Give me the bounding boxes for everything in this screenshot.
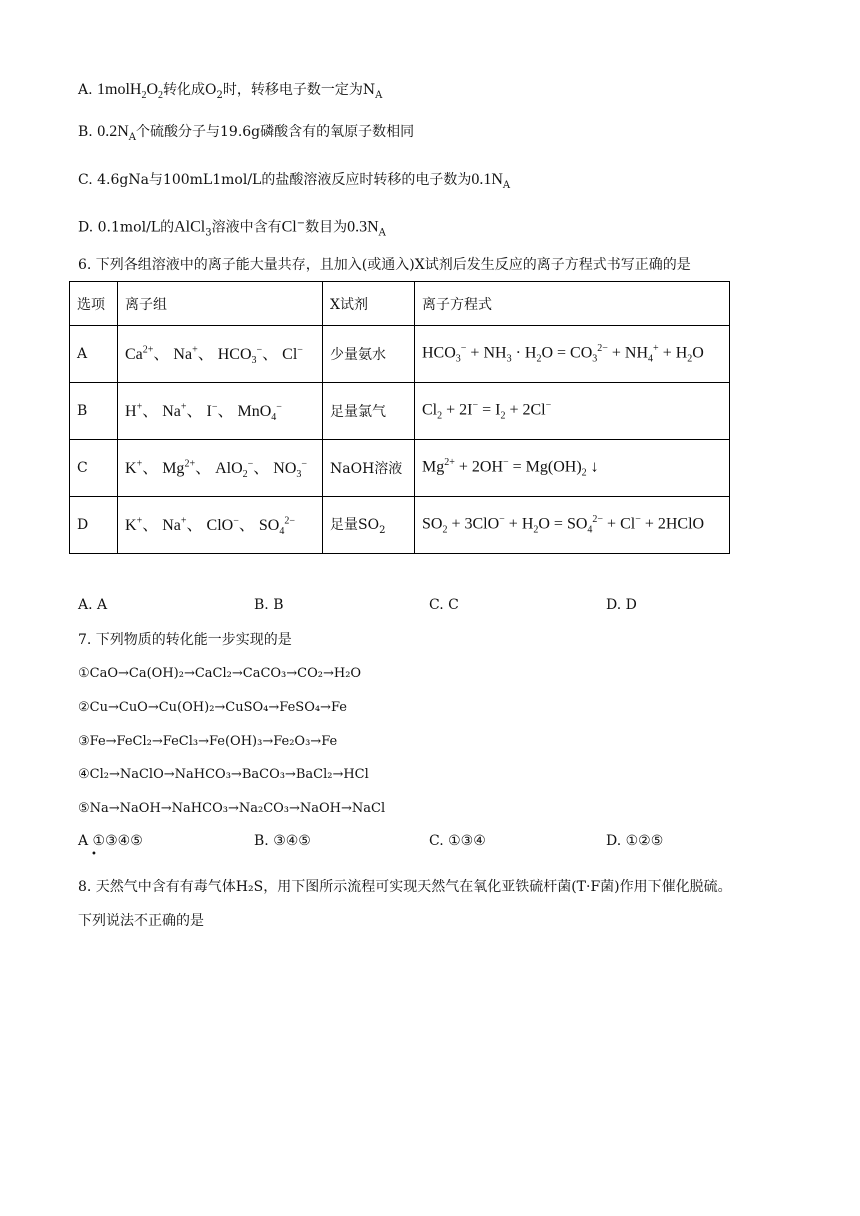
table-row <box>70 497 730 554</box>
text: D. 0.1mol/L的 <box>78 219 175 236</box>
header-cell: X试剂 <box>323 282 415 326</box>
option-cell: C <box>70 440 118 497</box>
equation-cell: $Cl_2 + 2I^- = I_2 + 2Cl^-$ <box>415 383 730 440</box>
ion-group-cell: H+、 Na+、 I−、 MnO$_4$− <box>118 383 323 440</box>
formula: $1molH_2O_2$ <box>97 81 164 102</box>
text: 时，转移电子数一定为N <box>222 82 376 98</box>
choice-d: D. D <box>606 597 637 613</box>
formula: Cl <box>281 218 297 236</box>
text: C. 4.6gNa与100mL1mol/L的盐酸溶液反应时转移的电子数为 <box>78 172 472 188</box>
q7-item: ③Fe→FeCl₂→FeCl₃→Fe(OH)₃→Fe₂O₃→Fe <box>78 734 338 749</box>
table-row <box>70 440 730 497</box>
ion-group-cell: K+、 Na+、 ClO−、 $SO_4^{2-}$ <box>118 497 323 554</box>
q5-option-a: A. $1molH_2O_2$转化成$O_2$时，转移电子数一定为$N_A$ <box>78 81 383 102</box>
table-row <box>70 383 730 440</box>
formula: 0.3N <box>347 218 379 236</box>
q7-item: ④Cl₂→NaClO→NaHCO₃→BaCO₃→BaCl₂→HCl <box>78 767 369 782</box>
choice-a: A ①③④⑤ <box>78 833 143 849</box>
q7-stem: 7. 下列物质的转化能一步实现的是 <box>78 632 292 648</box>
q6-table <box>69 281 730 554</box>
q7-item: ②Cu→CuO→Cu(OH)₂→CuSO₄→FeSO₄→Fe <box>78 700 347 715</box>
reagent-cell: 足量氯气 <box>323 383 415 440</box>
q7-item: ①CaO→Ca(OH)₂→CaCl₂→CaCO₃→CO₂→H₂O <box>78 666 362 681</box>
ion-group-cell: K+、 $Mg^{2+}$、 AlO$_2$−、 $NO_3^-$ <box>118 440 323 497</box>
equation-cell: $HCO_3^- + NH_3 \cdot H_2O = CO_3^{2-} + NH_4^+ + H_2O$ <box>415 326 730 383</box>
choice-a: A. A <box>78 597 108 613</box>
formula: 0.2N <box>97 123 129 140</box>
header-cell: 离子方程式 <box>415 282 730 326</box>
q8-stem-line-1: 8. 天然气中含有有毒气体H₂S，用下图所示流程可实现天然气在氧化亚铁硫杆菌(T·F菌)作用下催化脱硫。 <box>78 879 732 895</box>
table-row <box>70 326 730 383</box>
choice-c: C. ①③④ <box>429 833 486 849</box>
option-label: B. <box>78 124 93 140</box>
choice-d: D. ①②⑤ <box>606 833 664 849</box>
text: 个硫酸分子与19.6g磷酸含有的氧原子数相同 <box>136 124 415 140</box>
equation-cell: $Mg^{2+} + 2OH^- = Mg(OH)_2$ ↓ <box>415 440 730 497</box>
choice-c: C. C <box>429 597 459 613</box>
choice-b: B. B <box>254 597 284 613</box>
q7-item: ⑤Na→NaOH→NaHCO₃→Na₂CO₃→NaOH→NaCl <box>78 801 386 816</box>
text: 溶液中含有 <box>211 219 282 236</box>
formula: 0.1N <box>471 171 503 188</box>
table-header-row <box>70 282 730 326</box>
header-cell: 选项 <box>70 282 118 326</box>
formula: AlCl <box>174 218 206 236</box>
header-cell: 离子组 <box>118 282 323 326</box>
dot-mark: • <box>91 849 97 860</box>
q6-stem: 6. 下列各组溶液中的离子能大量共存，且加入(或通入)X试剂后发生反应的离子方程式书写正确的是 <box>78 257 691 273</box>
equation-cell: $SO_2 + 3ClO^- + H_2O = SO_4^{2-} + Cl^-$ + 2HClO <box>415 497 730 554</box>
q8-stem-line-2: 下列说法不正确的是 <box>78 913 204 929</box>
reagent-cell: 少量氨水 <box>323 326 415 383</box>
text: 转化成O <box>163 82 217 98</box>
option-cell: D <box>70 497 118 554</box>
option-label: A. <box>78 82 93 98</box>
q5-option-b: B. $0.2N_A$个硫酸分子与19.6g磷酸含有的氧原子数相同 <box>78 123 415 143</box>
option-cell: B <box>70 383 118 440</box>
q5-option-d: D. 0.1mol/L的AlCl$_3$溶液中含有Cl−数目为$0.3N_A$ <box>78 218 386 239</box>
reagent-cell: 足量$SO_2$ <box>323 497 415 554</box>
option-cell: A <box>70 326 118 383</box>
q5-option-c: C. 4.6gNa与100mL1mol/L的盐酸溶液反应时转移的电子数为$0.1N_A$ <box>78 171 511 191</box>
ion-group-cell: $Ca^{2+}$、 Na+、 $HCO_3^-$、 Cl− <box>118 326 323 383</box>
text: 数目为 <box>305 219 348 236</box>
choice-b: B. ③④⑤ <box>254 833 311 849</box>
reagent-cell: NaOH溶液 <box>323 440 415 497</box>
